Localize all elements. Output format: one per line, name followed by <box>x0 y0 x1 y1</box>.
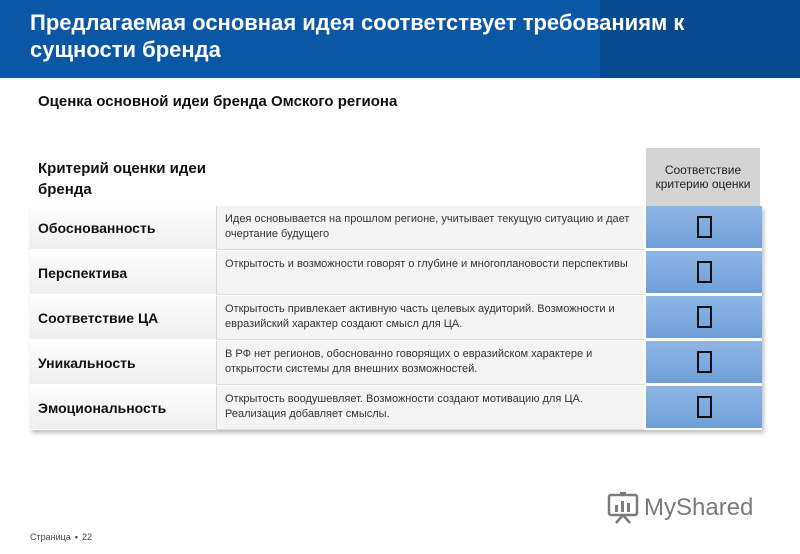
table-row <box>30 386 762 430</box>
table-row <box>30 296 762 340</box>
match-cell <box>644 206 762 250</box>
slide-subtitle: Оценка основной идеи бренда Омского региона <box>38 93 398 110</box>
description-cell: Открытость воодушевляет. Возможности создают мотивацию для ЦА. Реализация добавляет смыслы. <box>216 386 644 430</box>
checkbox-icon <box>697 396 712 418</box>
description-cell: Открытость привлекает активную часть целевых аудиторий. Возможности и евразийский характер создают смысл для ЦА. <box>216 296 644 340</box>
description-cell: Идея основывается на прошлом регионе, учитывает текущую ситуацию и дает очертание будущего <box>216 206 644 250</box>
slide-title: Предлагаемая основная идея соответствует требованиям к сущности бренда <box>30 10 685 62</box>
match-cell <box>644 251 762 295</box>
table-row <box>30 341 762 385</box>
checkbox-icon <box>697 261 712 283</box>
presentation-board-icon <box>606 491 640 525</box>
checkbox-icon <box>697 216 712 238</box>
table-row <box>30 251 762 295</box>
match-column-header <box>646 148 760 206</box>
criterion-cell: Обоснованность <box>30 206 216 250</box>
criterion-cell: Перспектива <box>30 251 216 295</box>
criterion-cell: Уникальность <box>30 341 216 385</box>
page-number: 22 <box>82 532 93 542</box>
match-cell <box>644 296 762 340</box>
description-cell: В РФ нет регионов, обоснованно говорящих о евразийском характере и открытости системы для внешних возможностей. <box>216 341 644 385</box>
match-cell <box>644 341 762 385</box>
match-column-header-text: Соответствие критерию оценки <box>655 163 751 191</box>
myshared-logo[interactable] <box>606 490 753 526</box>
match-cell <box>644 386 762 430</box>
criteria-column-header: Критерий оценки идеи бренда <box>38 160 206 198</box>
footer-separator: ▪ <box>74 532 78 542</box>
checkbox-icon <box>697 351 712 373</box>
criterion-cell: Соответствие ЦА <box>30 296 216 340</box>
criterion-cell: Эмоциональность <box>30 386 216 430</box>
description-cell: Открытость и возможности говорят о глубине и многоплановости перспективы <box>216 251 644 295</box>
title-bar <box>0 0 800 78</box>
logo-text: MyShared <box>644 494 754 521</box>
page-footer <box>30 532 92 542</box>
table-row <box>30 206 762 250</box>
page-label: Страница <box>30 532 71 542</box>
checkbox-icon <box>697 306 712 328</box>
evaluation-table <box>30 206 762 430</box>
